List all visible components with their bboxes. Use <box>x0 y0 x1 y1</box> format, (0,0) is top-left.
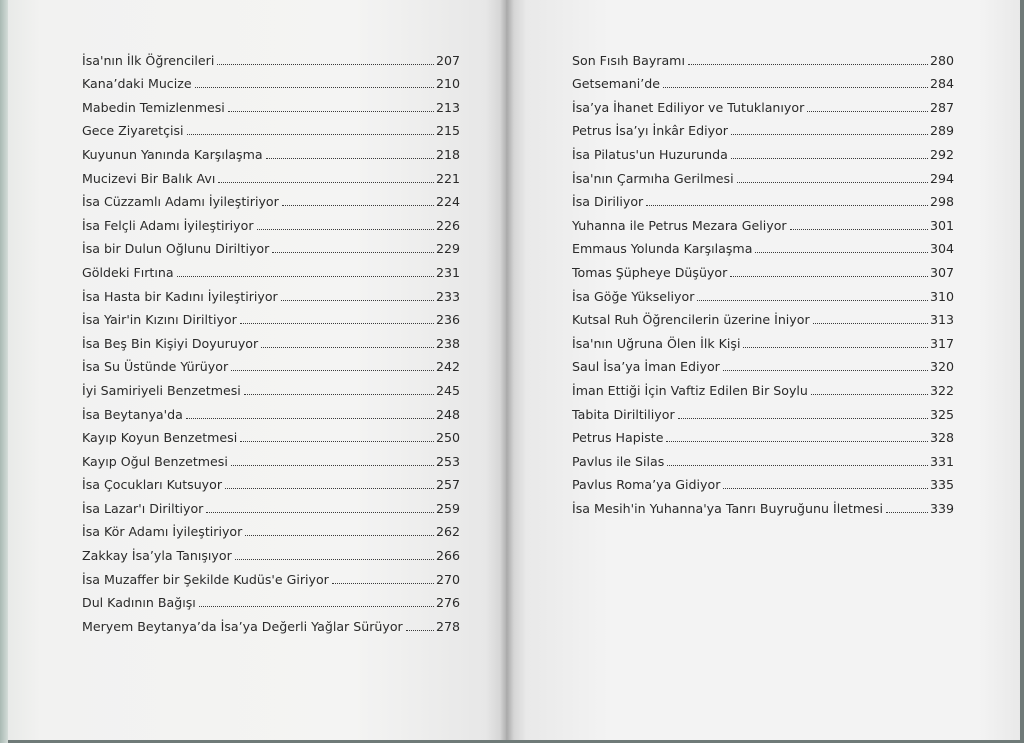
toc-entry-title: İsa bir Dulun Oğlunu Diriltiyor <box>82 241 270 257</box>
toc-entry <box>82 280 460 304</box>
toc-leader-dots <box>688 63 928 65</box>
toc-entry-page-number: 233 <box>435 288 460 304</box>
toc-entry-title: İsa'nın Uğruna Ölen İlk Kişi <box>572 335 741 351</box>
toc-entry-title: İsa'nın İlk Öğrencileri <box>82 52 215 68</box>
toc-leader-dots <box>257 228 434 230</box>
toc-entry-title: Gece Ziyaretçisi <box>82 123 184 139</box>
toc-entry <box>572 469 954 493</box>
toc-leader-dots <box>646 204 928 206</box>
toc-entry <box>82 563 460 587</box>
toc-leader-dots <box>332 582 434 584</box>
toc-entry-title: İsa Beytanya'da <box>82 406 183 422</box>
toc-entry-title: İsa’ya İhanet Ediliyor ve Tutuklanıyor <box>572 99 805 115</box>
toc-leader-dots <box>177 275 434 277</box>
toc-entry-title: İsa Yair'in Kızını Diriltiyor <box>82 312 237 328</box>
toc-leader-dots <box>811 393 928 395</box>
toc-leader-dots <box>199 605 434 607</box>
toc-entry-title: İsa Beş Bin Kişiyi Doyuruyor <box>82 335 259 351</box>
toc-entry <box>82 233 460 257</box>
toc-entry <box>572 327 954 351</box>
toc-entry <box>82 539 460 563</box>
toc-leader-dots <box>231 464 434 466</box>
toc-entry-title: Son Fısıh Bayramı <box>572 52 685 68</box>
toc-entry-title: Kutsal Ruh Öğrencilerin üzerine İniyor <box>572 312 810 328</box>
toc-entry <box>572 422 954 446</box>
toc-leader-dots <box>272 251 434 253</box>
toc-entry-page-number: 320 <box>929 359 954 375</box>
toc-leader-dots <box>281 299 434 301</box>
toc-entry <box>572 138 954 162</box>
toc-entry-page-number: 301 <box>929 217 954 233</box>
toc-entry <box>572 398 954 422</box>
toc-entry-title: İsa Mesih'in Yuhanna'ya Tanrı Buyruğunu İletmesi <box>572 500 883 516</box>
toc-entry <box>82 398 460 422</box>
toc-leader-dots <box>813 322 928 324</box>
toc-entry-page-number: 236 <box>435 312 460 328</box>
toc-entry-page-number: 280 <box>929 52 954 68</box>
toc-leader-dots <box>240 440 434 442</box>
toc-leader-dots <box>737 181 928 183</box>
toc-leader-dots <box>755 251 928 253</box>
toc-entry-title: Kana’daki Mucize <box>82 76 192 92</box>
toc-entry-title: İman Ettiği İçin Vaftiz Edilen Bir Soylu <box>572 382 808 398</box>
toc-leader-dots <box>282 204 434 206</box>
toc-entry-title: Getsemani’de <box>572 76 660 92</box>
toc-entry-page-number: 215 <box>435 123 460 139</box>
toc-leader-dots <box>731 157 928 159</box>
toc-entry-title: İsa Diriliyor <box>572 194 644 210</box>
toc-entry-page-number: 298 <box>929 194 954 210</box>
toc-leader-dots <box>666 440 927 442</box>
toc-leader-dots <box>261 346 434 348</box>
toc-entry-title: Pavlus Roma’ya Gidiyor <box>572 477 721 493</box>
toc-entry-title: İsa Cüzzamlı Adamı İyileştiriyor <box>82 194 279 210</box>
toc-entry-title: Emmaus Yolunda Karşılaşma <box>572 241 753 257</box>
page-edge-strip <box>0 0 8 743</box>
toc-entry <box>82 610 460 634</box>
toc-entry-page-number: 248 <box>435 406 460 422</box>
toc-entry-page-number: 221 <box>435 170 460 186</box>
toc-entry <box>82 91 460 115</box>
toc-entry <box>82 516 460 540</box>
toc-entry-title: İsa Kör Adamı İyileştiriyor <box>82 524 243 540</box>
toc-entry-page-number: 292 <box>929 146 954 162</box>
toc-entry <box>82 162 460 186</box>
toc-entry-page-number: 238 <box>435 335 460 351</box>
toc-entry-title: Mabedin Temizlenmesi <box>82 99 225 115</box>
toc-entry-title: Tomas Şüpheye Düşüyor <box>572 264 728 280</box>
toc-entry-title: Petrus İsa’yı İnkâr Ediyor <box>572 123 728 139</box>
right-toc-list <box>572 44 954 516</box>
toc-entry-page-number: 307 <box>929 264 954 280</box>
toc-entry-page-number: 325 <box>929 406 954 422</box>
toc-entry <box>572 91 954 115</box>
toc-entry-title: Kuyunun Yanında Karşılaşma <box>82 146 263 162</box>
toc-leader-dots <box>723 487 928 489</box>
toc-entry-title: Pavlus ile Silas <box>572 453 665 469</box>
toc-leader-dots <box>667 464 928 466</box>
toc-entry-page-number: 213 <box>435 99 460 115</box>
toc-entry <box>572 492 954 516</box>
toc-leader-dots <box>723 369 928 371</box>
toc-leader-dots <box>218 181 434 183</box>
toc-entry <box>572 445 954 469</box>
toc-entry-title: İsa'nın Çarmıha Gerilmesi <box>572 170 734 186</box>
toc-leader-dots <box>807 110 928 112</box>
toc-entry <box>82 351 460 375</box>
toc-entry-title: İsa Göğe Yükseliyor <box>572 288 695 304</box>
toc-entry-page-number: 259 <box>435 500 460 516</box>
toc-entry <box>82 445 460 469</box>
toc-entry-page-number: 266 <box>435 548 460 564</box>
toc-entry <box>82 327 460 351</box>
toc-entry-title: Zakkay İsa’yla Tanışıyor <box>82 548 232 564</box>
toc-entry-title: Kayıp Koyun Benzetmesi <box>82 430 238 446</box>
toc-entry <box>572 280 954 304</box>
toc-leader-dots <box>266 157 434 159</box>
toc-entry <box>572 68 954 92</box>
toc-entry-title: Tabita Diriltiliyor <box>572 406 675 422</box>
toc-leader-dots <box>240 322 434 324</box>
toc-entry-title: Meryem Beytanya’da İsa’ya Değerli Yağlar Sürüyor <box>82 618 403 634</box>
toc-entry-title: Göldeki Fırtına <box>82 264 174 280</box>
toc-entry <box>82 256 460 280</box>
toc-leader-dots <box>790 228 928 230</box>
toc-entry-title: Mucizevi Bir Balık Avı <box>82 170 216 186</box>
toc-entry-title: İsa Muzaffer bir Şekilde Kudüs'e Giriyor <box>82 571 329 587</box>
toc-entry-page-number: 276 <box>435 595 460 611</box>
toc-entry <box>572 209 954 233</box>
toc-entry-title: İsa Çocukları Kutsuyor <box>82 477 223 493</box>
toc-entry-title: Saul İsa’ya İman Ediyor <box>572 359 720 375</box>
toc-entry-page-number: 262 <box>435 524 460 540</box>
toc-leader-dots <box>228 110 434 112</box>
toc-entry-title: İsa Su Üstünde Yürüyor <box>82 359 229 375</box>
toc-entry-page-number: 317 <box>929 335 954 351</box>
toc-entry-title: Petrus Hapiste <box>572 430 664 446</box>
toc-entry-title: İsa Lazar'ı Diriltiyor <box>82 500 204 516</box>
toc-leader-dots <box>886 511 928 513</box>
toc-leader-dots <box>743 346 927 348</box>
toc-entry <box>82 469 460 493</box>
toc-entry-page-number: 231 <box>435 264 460 280</box>
toc-entry-page-number: 287 <box>929 99 954 115</box>
toc-entry-page-number: 229 <box>435 241 460 257</box>
toc-entry-title: İsa Felçli Adamı İyileştiriyor <box>82 217 254 233</box>
toc-leader-dots <box>730 275 928 277</box>
right-page <box>506 0 1020 740</box>
toc-entry-title: Yuhanna ile Petrus Mezara Geliyor <box>572 217 787 233</box>
toc-entry-page-number: 294 <box>929 170 954 186</box>
toc-leader-dots <box>406 629 434 631</box>
toc-entry-title: İsa Hasta bir Kadını İyileştiriyor <box>82 288 278 304</box>
toc-entry <box>82 68 460 92</box>
toc-entry <box>82 492 460 516</box>
toc-entry <box>572 351 954 375</box>
toc-entry <box>572 374 954 398</box>
toc-entry-page-number: 310 <box>929 288 954 304</box>
toc-entry-page-number: 250 <box>435 430 460 446</box>
toc-entry <box>82 115 460 139</box>
toc-entry-page-number: 278 <box>435 618 460 634</box>
toc-entry <box>572 186 954 210</box>
toc-entry <box>572 256 954 280</box>
toc-entry-page-number: 245 <box>435 382 460 398</box>
toc-leader-dots <box>225 487 434 489</box>
toc-leader-dots <box>206 511 434 513</box>
toc-leader-dots <box>697 299 928 301</box>
toc-leader-dots <box>235 558 434 560</box>
toc-entry <box>572 304 954 328</box>
toc-entry-title: Kayıp Oğul Benzetmesi <box>82 453 228 469</box>
toc-entry-title: İyi Samiriyeli Benzetmesi <box>82 382 241 398</box>
toc-entry <box>82 138 460 162</box>
toc-entry <box>82 186 460 210</box>
toc-entry <box>82 374 460 398</box>
toc-leader-dots <box>186 417 434 419</box>
toc-entry-page-number: 210 <box>435 76 460 92</box>
toc-leader-dots <box>217 63 434 65</box>
toc-entry-page-number: 335 <box>929 477 954 493</box>
toc-entry-page-number: 218 <box>435 146 460 162</box>
toc-entry-title: İsa Pilatus'un Huzurunda <box>572 146 728 162</box>
toc-entry-page-number: 328 <box>929 430 954 446</box>
toc-entry <box>572 162 954 186</box>
toc-entry <box>572 44 954 68</box>
toc-leader-dots <box>678 417 928 419</box>
toc-entry-page-number: 270 <box>435 571 460 587</box>
toc-leader-dots <box>231 369 434 371</box>
left-page <box>0 0 506 740</box>
left-toc-list <box>82 44 460 634</box>
toc-entry-page-number: 339 <box>929 500 954 516</box>
toc-entry-page-number: 289 <box>929 123 954 139</box>
toc-leader-dots <box>195 86 434 88</box>
toc-entry <box>82 304 460 328</box>
toc-entry-page-number: 253 <box>435 453 460 469</box>
toc-entry-page-number: 226 <box>435 217 460 233</box>
toc-entry <box>82 44 460 68</box>
toc-entry <box>82 422 460 446</box>
toc-entry <box>572 233 954 257</box>
toc-entry-page-number: 224 <box>435 194 460 210</box>
book-gutter <box>500 0 514 740</box>
toc-entry-page-number: 304 <box>929 241 954 257</box>
toc-leader-dots <box>245 534 434 536</box>
toc-leader-dots <box>244 393 434 395</box>
toc-entry-page-number: 284 <box>929 76 954 92</box>
toc-entry-title: Dul Kadının Bağışı <box>82 595 196 611</box>
toc-entry <box>572 115 954 139</box>
toc-entry-page-number: 257 <box>435 477 460 493</box>
toc-entry <box>82 587 460 611</box>
toc-leader-dots <box>663 86 928 88</box>
toc-entry-page-number: 322 <box>929 382 954 398</box>
toc-entry <box>82 209 460 233</box>
toc-leader-dots <box>187 133 434 135</box>
toc-leader-dots <box>731 133 928 135</box>
toc-entry-page-number: 331 <box>929 453 954 469</box>
toc-entry-page-number: 207 <box>435 52 460 68</box>
toc-entry-page-number: 242 <box>435 359 460 375</box>
toc-entry-page-number: 313 <box>929 312 954 328</box>
